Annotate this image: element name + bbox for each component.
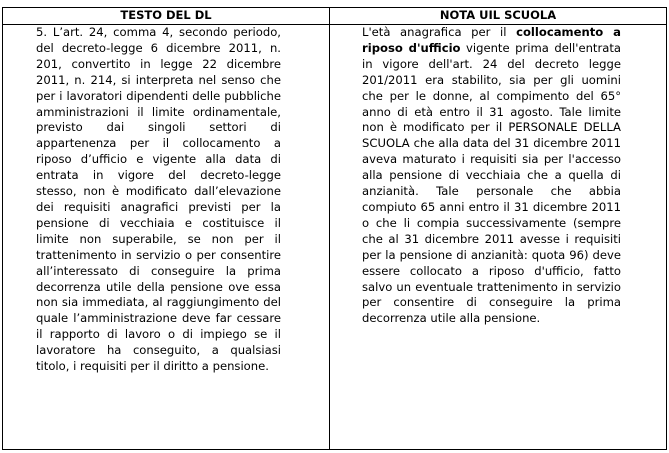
header-testo-del-dl: TESTO DEL DL [3, 8, 330, 25]
decree-text: 5. L’art. 24, comma 4, secondo periodo, del decreto-legge 6 dicembre 2011, n. 201, convertito in legge 22 dicembre 2011, n. 214, si interpreta nel senso che per i lavoratori dipendenti delle pubbliche amministrazioni il limite ordinamentale, previsto dai singoli settori di appartenenza per il collocamento a riposo d’ufficio e vigente alla data di entrata in vigore del decreto-legge stesso, non è modificato dall’elevazione dei requisiti anagrafici previsti per la pensione di vecchiaia e costituisce il limite non superabile, se non per il trattenimento in servizio o per consentire all’interessato di conseguire la prima decorrenza utile della pensione ove essa non sia immediata, al raggiungimento del quale l’amministrazione deve far cessare il rapporto di lavoro o di impiego se il lavoratore ha conseguito, a qualsiasi titolo, i requisiti per il diritto a pensione. [36, 25, 281, 374]
header-row [3, 8, 667, 25]
union-note-intro: L'età anagrafica per il [362, 25, 517, 39]
header-nota-uil-scuola: NOTA UIL SCUOLA [330, 8, 667, 25]
union-note-text [362, 25, 621, 327]
comparison-table [2, 7, 667, 450]
union-note-bold-term: collocamento a riposo d'ufficio [362, 25, 621, 55]
content-row [3, 25, 667, 450]
union-note-cell [330, 25, 667, 450]
decree-text-cell [3, 25, 330, 450]
union-note-rest: vigente prima dell'entrata in vigore dell'art. 24 del decreto legge 201/2011 era stabilito, sia per gli uomini che per le donne, al compimento del 65° anno di età entro il 31 agosto. Tale limite non è modificato per il PERSONALE DELLA SCUOLA che alla data del 31 dicembre 2011 aveva maturato i requisiti sia per l'accesso alla pensione di vecchiaia che a quella di anzianità. Tale personale che abbia compiuto 65 anni entro il 31 dicembre 2011 o che li compia successivamente (sempre che al 31 dicembre 2011 avesse i requisiti per la pensione di anzianità: quota 96) deve essere collocato a riposo d'ufficio, fatto salvo un eventuale trattenimento in servizio per consentire di conseguire la prima decorrenza utile alla pensione. [362, 40, 622, 326]
